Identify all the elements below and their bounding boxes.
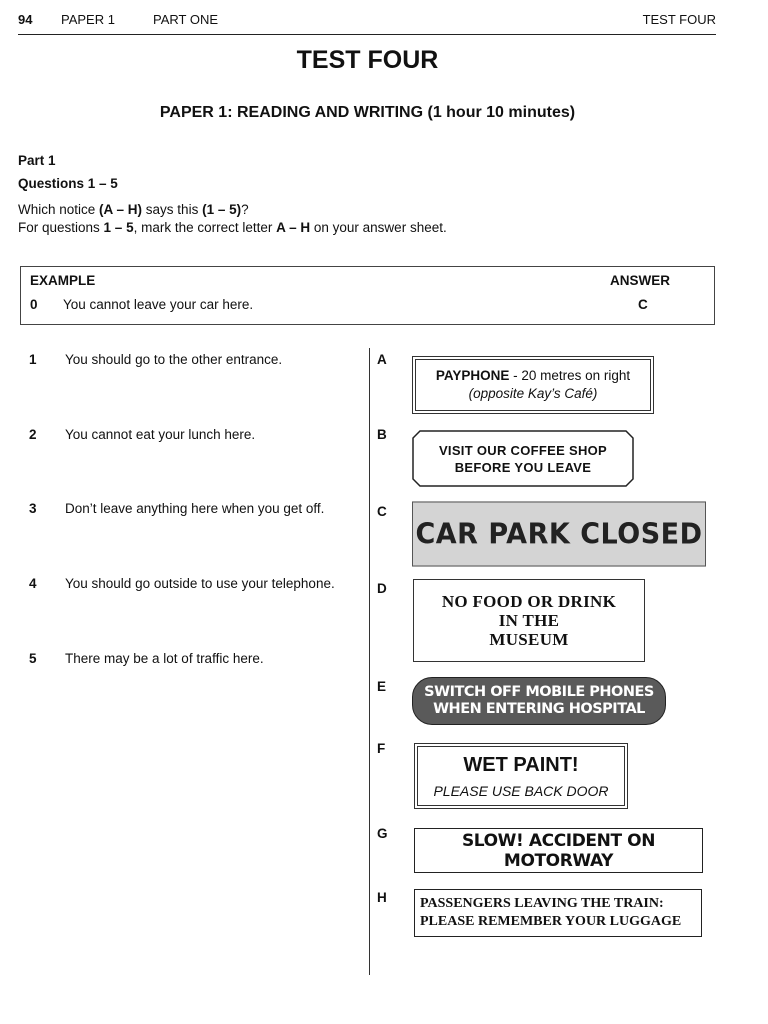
notice-a-line2: (opposite Kay’s Café): [468, 386, 598, 401]
question-text: You should go outside to use your telephone.: [65, 576, 335, 591]
notice-b-line2: BEFORE YOU LEAVE: [454, 459, 592, 475]
column-divider: [369, 348, 370, 975]
notice-d-line3: MUSEUM: [489, 630, 569, 649]
notice-a-line1: [436, 367, 630, 385]
notice-d-museum: [413, 579, 645, 662]
notice-g-line1: SLOW! ACCIDENT ON MOTORWAY: [461, 830, 656, 871]
notice-letter: C: [377, 504, 387, 519]
notice-g-motorway: [414, 828, 703, 873]
paper-label: PAPER 1: [61, 12, 115, 27]
instruction-line-1: [18, 202, 249, 217]
notice-letter: D: [377, 581, 387, 596]
notice-c-car-park: [412, 501, 706, 566]
page-subtitle: PAPER 1: READING AND WRITING (1 hour 10 minutes): [159, 104, 576, 121]
question-number: 4: [29, 576, 37, 591]
notice-h-line2: PLEASE REMEMBER YOUR LUGGAGE: [420, 914, 682, 929]
notice-letter: F: [377, 741, 386, 756]
instr-bold: A – H: [276, 220, 311, 235]
notice-e-line2: WHEN ENTERING HOSPITAL: [433, 701, 645, 717]
notice-f-line1: WET PAINT!: [463, 753, 579, 776]
test-label: TEST FOUR: [642, 12, 716, 27]
notice-e-hospital: [412, 677, 666, 725]
question-number: 5: [29, 651, 37, 666]
instr-text: says this: [142, 202, 203, 217]
example-answer: C: [638, 297, 648, 312]
question-text: There may be a lot of traffic here.: [65, 651, 264, 666]
instr-bold: (A – H): [99, 202, 143, 217]
instr-text: Which notice: [18, 202, 100, 217]
notice-d-line2: IN THE: [498, 611, 560, 630]
question-number: 2: [29, 427, 37, 442]
notice-f-wet-paint: [414, 743, 628, 809]
answer-label: ANSWER: [610, 273, 670, 288]
notice-f-line2: PLEASE USE BACK DOOR: [433, 782, 609, 799]
instr-text: ?: [241, 202, 249, 217]
instr-text: , mark the correct letter: [133, 220, 277, 235]
notice-b-coffee-shop: [412, 430, 634, 487]
notice-letter: A: [377, 352, 387, 367]
example-text: You cannot leave your car here.: [63, 297, 254, 312]
question-number: 3: [29, 501, 37, 516]
question-text: You cannot eat your lunch here.: [65, 427, 256, 442]
notice-letter: H: [377, 890, 387, 905]
example-label: EXAMPLE: [30, 273, 96, 288]
notice-b-line1: VISIT OUR COFFEE SHOP: [438, 442, 608, 458]
instr-bold: (1 – 5): [202, 202, 242, 217]
instr-text: For questions: [18, 220, 104, 235]
notice-c-line1: CAR PARK CLOSED: [415, 517, 703, 551]
notice-a-bold: PAYPHONE: [435, 368, 510, 383]
questions-range-label: Questions 1 – 5: [18, 176, 118, 191]
page-header: [18, 10, 716, 35]
notice-letter: G: [377, 826, 388, 841]
notice-h-train: [414, 889, 702, 937]
example-box: [20, 266, 715, 325]
page-title: TEST FOUR: [296, 46, 439, 74]
question-text: You should go to the other entrance.: [65, 352, 283, 367]
example-number: 0: [30, 297, 38, 312]
question-number: 1: [29, 352, 37, 367]
notice-e-line1: SWITCH OFF MOBILE PHONES: [424, 684, 654, 700]
page-number: 94: [18, 12, 33, 27]
notice-h-line1: PASSENGERS LEAVING THE TRAIN:: [420, 896, 664, 911]
section-part-label: Part 1: [18, 153, 56, 168]
part-label: PART ONE: [153, 12, 219, 27]
notice-a-rest: - 20 metres on right: [509, 368, 631, 383]
notice-letter: B: [377, 427, 387, 442]
instruction-line-2: [18, 220, 447, 235]
question-text: Don’t leave anything here when you get off.: [65, 501, 325, 516]
notice-letter: E: [377, 679, 387, 694]
notice-a-payphone: [412, 356, 654, 414]
instr-text: on your answer sheet.: [310, 220, 447, 235]
notice-d-line1: NO FOOD OR DRINK: [441, 592, 617, 611]
instr-bold: 1 – 5: [103, 220, 134, 235]
